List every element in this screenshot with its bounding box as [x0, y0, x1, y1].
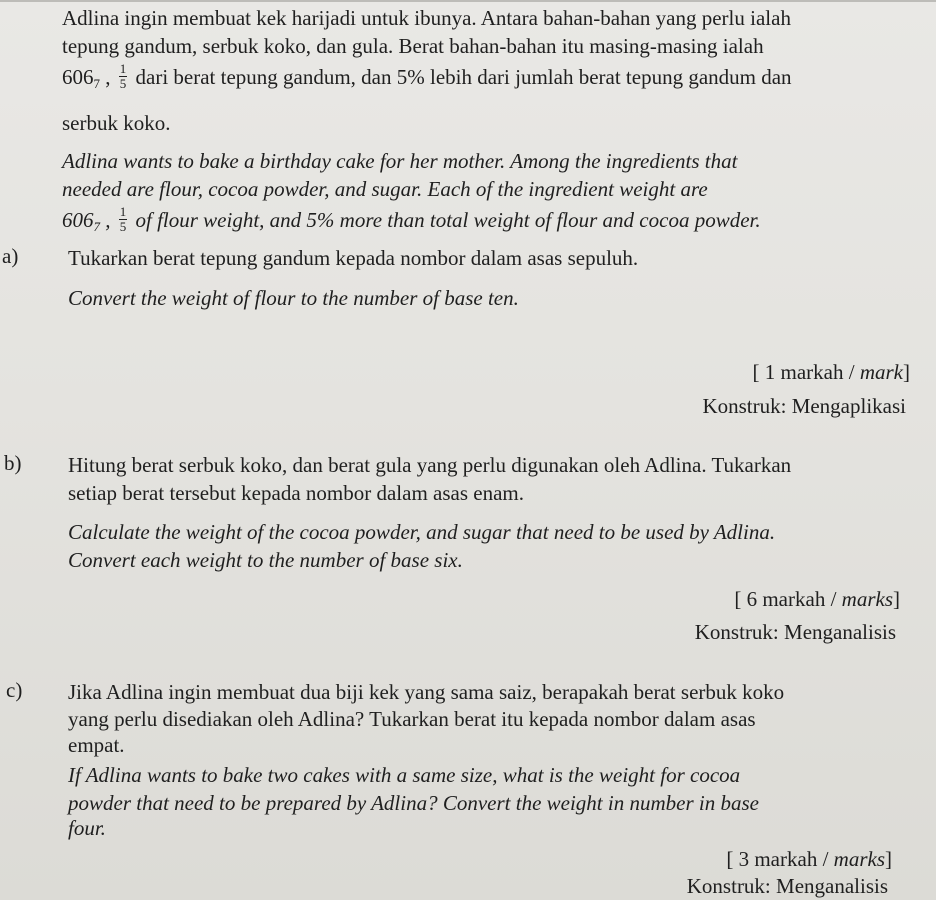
question-b-construct: Konstruk: Menganalisis	[694, 620, 896, 644]
question-a-label: a)	[2, 244, 19, 268]
question-b-ms-line-1: Hitung berat serbuk koko, dan berat gula yang perlu digunakan oleh Adlina. Tukarkan	[68, 453, 792, 477]
question-b-label: b)	[4, 451, 22, 475]
question-c-ms-line-1: Jika Adlina ingin membuat dua biji kek yang sama saiz, berapakah berat serbuk koko	[68, 680, 785, 704]
marks-en: marks	[833, 847, 885, 871]
fraction	[119, 205, 128, 234]
question-c-ms-line-2: yang perlu disediakan oleh Adlina? Tukarkan berat itu kepada nombor dalam asas	[68, 707, 756, 731]
question-c-en-line-3: four.	[68, 816, 106, 840]
question-a-ms-line-1: Tukarkan berat tepung gandum kepada nombor dalam asas sepuluh.	[68, 246, 639, 270]
question-c-marks	[726, 845, 892, 873]
question-b-marks	[734, 585, 900, 613]
question-c-en-line-1: If Adlina wants to bake two cakes with a same size, what is the weight for cocoa	[68, 763, 741, 787]
question-c-label: c)	[6, 678, 23, 702]
marks-ms: [ 6 markah /	[734, 587, 842, 611]
intro-en-line-3-text: of flour weight, and 5% more than total weight of flour and cocoa powder.	[135, 208, 761, 232]
question-c-ms-line-3: empat.	[68, 733, 125, 757]
intro-ms-line-3-text: dari berat tepung gandum, dan 5% lebih dari jumlah berat tepung gandum dan	[135, 65, 792, 89]
separator: ,	[100, 65, 111, 89]
question-c-construct: Konstruk: Menganalisis	[686, 874, 888, 898]
marks-ms: [ 3 markah /	[726, 847, 834, 871]
question-b-en-line-1: Calculate the weight of the cocoa powder, and sugar that need to be used by Adlina.	[68, 520, 776, 544]
intro-ms-line-1: Adlina ingin membuat kek harijadi untuk ibunya. Antara bahan-bahan yang perlu ialah	[62, 6, 791, 30]
marks-close: ]	[903, 360, 910, 384]
question-a-construct: Konstruk: Mengaplikasi	[702, 394, 906, 418]
marks-close: ]	[893, 587, 900, 611]
separator: ,	[100, 208, 111, 232]
intro-ms-line-2: tepung gandum, serbuk koko, dan gula. Berat bahan-bahan itu masing-masing ialah	[62, 34, 764, 58]
fraction	[119, 62, 128, 91]
question-b-ms-line-2: setiap berat tersebut kepada nombor dalam asas enam.	[68, 481, 524, 505]
intro-en-line-2: needed are flour, cocoa powder, and sugar. Each of the ingredient weight are	[62, 177, 708, 201]
fraction-numerator: 1	[119, 60, 127, 76]
fraction-denominator: 5	[119, 218, 127, 234]
question-a-marks	[753, 358, 910, 386]
fraction-denominator: 5	[119, 75, 127, 91]
question-c-en-line-2: powder that need to be prepared by Adlina? Convert the weight in number in base	[68, 791, 759, 815]
base-subscript: 7	[93, 76, 100, 91]
intro-en-line-1: Adlina wants to bake a birthday cake for her mother. Among the ingredients that	[62, 149, 738, 173]
base-number: 606	[62, 65, 94, 89]
marks-en: mark	[859, 360, 903, 384]
marks-ms: [ 1 markah /	[752, 360, 860, 384]
intro-en-line-3	[62, 203, 761, 241]
page-edge	[0, 0, 936, 2]
intro-ms-line-4: serbuk koko.	[62, 111, 171, 135]
base-number: 606	[62, 208, 94, 232]
marks-close: ]	[885, 847, 892, 871]
intro-ms-line-3	[62, 60, 792, 98]
fraction-numerator: 1	[119, 203, 127, 219]
base-subscript: 7	[93, 219, 100, 234]
question-b-en-line-2: Convert each weight to the number of base six.	[68, 548, 463, 572]
marks-en: marks	[841, 587, 893, 611]
question-a-en-line-1: Convert the weight of flour to the number of base ten.	[68, 286, 519, 310]
